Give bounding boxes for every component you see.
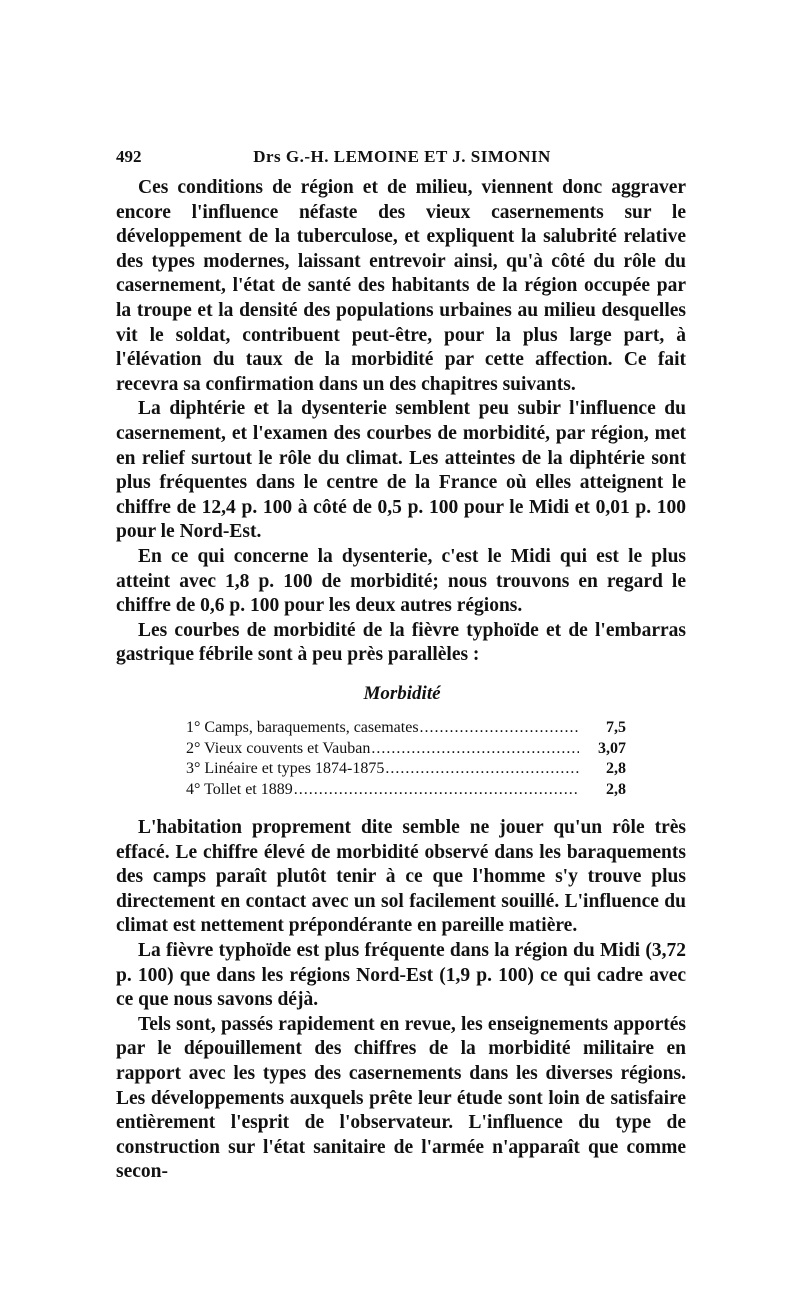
paragraph: Tels sont, passés rapidement en revue, les enseignements apportés par le dépouillement des chiffres de la morbidité militaire en rapport avec les types des casernements dans les diverses régions. Les développements auxquels prête leur étude sont loin de satisfaire entièrement l'esprit de l'observateur. L'influence du type de construction sur l'état sanitaire de l'armée n'apparaît que comme secon- — [116, 1013, 686, 1183]
body-text-after-table — [116, 816, 686, 1185]
row-label: 4° Tollet et 1889 — [186, 780, 293, 798]
body-text-before-table — [116, 176, 686, 668]
paragraph: Ces conditions de région et de milieu, viennent donc aggraver encore l'influence néfaste des vieux casernements sur le développement de la tuberculose, et expliquent la salubrité relative des types modernes, laissant entrevoir ainsi, qu'à côté du rôle du casernement, l'état de santé des habitants de la région occupée par la troupe et la densité des populations urbaines au milieu desquelles vit le soldat, contribuent peut-être, pour la plus large part, à l'élévation du taux de la morbidité par cette affection. Ce fait recevra sa confirmation dans un des chapitres suivants. — [116, 177, 686, 395]
row-value: 3,07 — [598, 739, 626, 757]
table-row — [186, 780, 626, 801]
dot-leader — [294, 780, 579, 801]
row-value: 2,8 — [606, 760, 626, 777]
row-label: 3° Linéaire et types 1874-1875 — [186, 760, 385, 777]
paragraph: Les courbes de morbidité de la fièvre typhoïde et de l'embarras gastrique fébrile sont à peu près parallèles : — [116, 619, 686, 666]
paragraph: L'habitation proprement dite semble ne jouer qu'un rôle très effacé. Le chiffre élevé de morbidité observé dans les baraquements des camps paraît plutôt tenir à ce que l'homme s'y trouve plus directement en contact avec un sol facilement souillé. L'influence du climat est nettement prépondérante en pareille matière. — [116, 817, 686, 937]
dot-leader — [385, 759, 579, 780]
running-head: Drs G.-H. LEMOINE ET J. SIMONIN — [253, 147, 551, 166]
dot-leader — [420, 718, 579, 739]
table-row — [186, 718, 626, 739]
row-value: 7,5 — [606, 719, 626, 736]
table-row — [186, 759, 626, 780]
morbidity-table — [186, 718, 626, 800]
paragraph: En ce qui concerne la dysenterie, c'est le Midi qui est le plus atteint avec 1,8 p. 100 de morbidité; nous trouvons en regard le chiffre de 0,6 p. 100 pour les deux autres régions. — [116, 545, 686, 617]
page-header — [116, 147, 688, 173]
row-label: 1° Camps, baraquements, casemates — [186, 719, 419, 736]
row-label: 2° Vieux couvents et Vauban — [186, 739, 371, 757]
paragraph: La diphtérie et la dysenterie semblent peu subir l'influence du casernement, et l'examen des courbes de morbidité, par région, met en relief surtout le rôle du climat. Les atteintes de la diphtérie sont plus fréquentes dans le centre de la France où elles atteignent le chiffre de 12,4 p. 100 à côté de 0,5 p. 100 pour le Midi et 0,01 p. 100 pour le Nord-Est. — [116, 398, 686, 543]
paragraph: La fièvre typhoïde est plus fréquente dans la région du Midi (3,72 p. 100) que dans les régions Nord-Est (1,9 p. 100) ce qui cadre avec ce que nous savons déjà. — [116, 939, 686, 1011]
table-row — [186, 739, 626, 760]
dot-leader — [371, 739, 579, 760]
page-number: 492 — [116, 147, 142, 166]
table-title: Morbidité — [363, 683, 441, 704]
row-value: 2,8 — [606, 780, 626, 798]
